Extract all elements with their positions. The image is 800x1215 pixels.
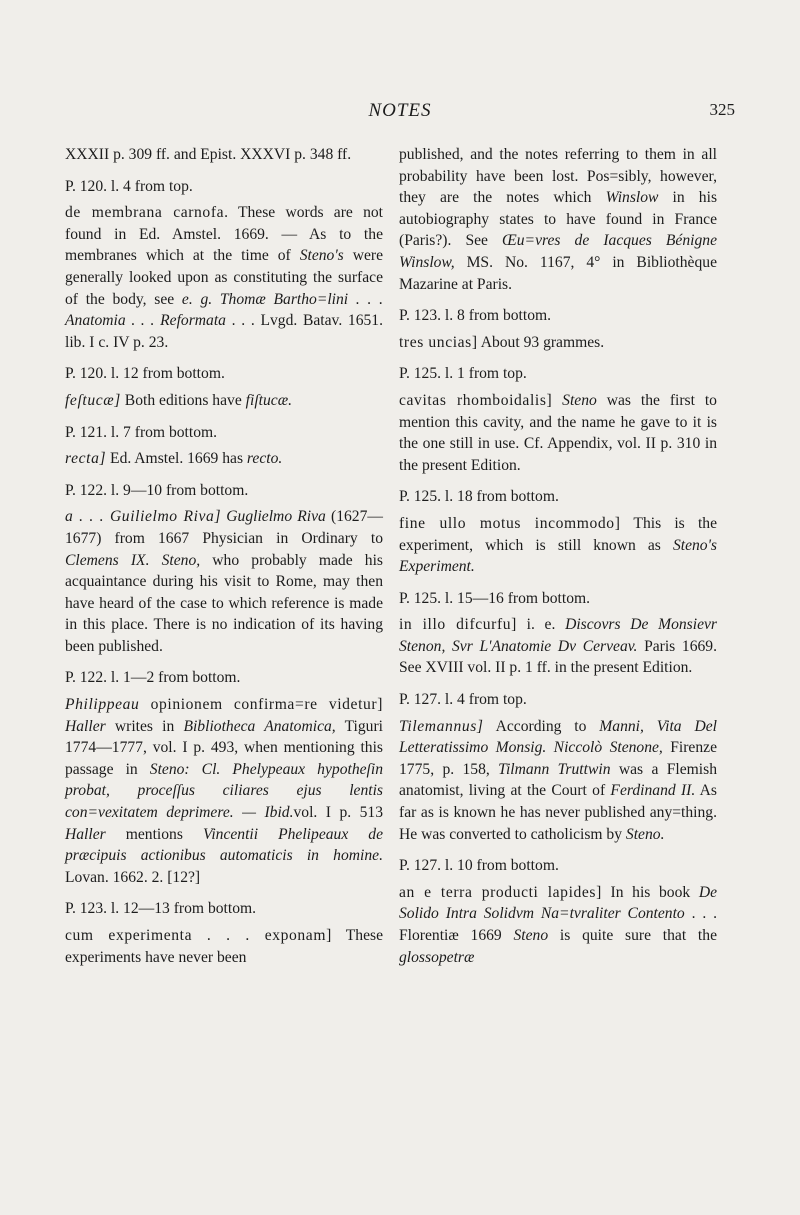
page-number: 325 <box>709 100 735 119</box>
lemma-italic: Philippeau <box>65 696 140 714</box>
note-location: P. 120. l. 4 from top. <box>65 177 193 195</box>
note-location: P. 122. l. 9—10 from bottom. <box>65 481 249 499</box>
note-text: were generally looked upon as constituting the surface of the body, see <box>65 247 383 308</box>
note-text: Both editions have <box>120 391 246 409</box>
note-text: is quite sure that the <box>548 927 717 944</box>
lemma: a . . . Guilielmo Riva] <box>65 508 222 526</box>
note-italic: Haller <box>65 825 106 843</box>
lemma: an e terra producti lapides] <box>399 883 602 901</box>
note-text: According to <box>483 717 600 735</box>
note-text: Ed. Amstel. 1669 has <box>106 450 247 468</box>
note-text: was the first to mention this cavity, and the name he gave to it is the one still in use. Cf. Appendix, vol. II p. 310 in the present Edition. <box>399 391 717 474</box>
note-body <box>65 694 383 888</box>
lemma: tres uncias] <box>399 333 478 351</box>
note-body <box>65 506 383 657</box>
note-italic: Clemens IX. Steno, <box>65 551 201 569</box>
note-italic: Steno's Experiment. <box>399 536 717 576</box>
note-text: who probably made his acquaintance during his visit to Rome, may then have heard of the case to which reference is made in this place. There is no indication of its having been published. <box>65 551 383 655</box>
lemma: in illo difcurfu] <box>399 616 517 634</box>
note-text: MS. No. 1167, 4° in Bibliothèque Mazarine at Paris. <box>399 253 717 293</box>
left-column <box>65 144 383 968</box>
note-italic: Steno's <box>299 247 344 265</box>
note-italic: Steno. <box>625 825 665 843</box>
note-italic: Steno <box>552 391 597 409</box>
lemma: de membrana carnofa <box>65 204 225 222</box>
note-location: P. 122. l. 1—2 from bottom. <box>65 669 241 687</box>
continued-note: XXXII p. 309 ff. and Epist. XXXVI p. 348 ff. <box>65 146 352 163</box>
note-location: P. 125. l. 15—16 from bottom. <box>399 589 591 607</box>
note-text: This is the experiment, which is still known as <box>399 514 717 554</box>
note-italic: Steno: Cl. Phelypeaux hypotheſin probat, proceſſus ciliares ejus lentis con=vexitatem deprimere. — Ibid. <box>65 760 383 822</box>
note-italic: Discovrs De Monsievr Stenon, Svr L'Anatomie Dv Cerveav. <box>399 616 717 655</box>
page-header <box>65 100 735 130</box>
running-title: NOTES <box>368 100 432 121</box>
lemma: cum experimenta . . . exponam] <box>65 927 332 944</box>
note-body <box>399 882 717 968</box>
note-italic: Vincentii Phelipeaux de præcipuis actionibus automaticis in homine. <box>65 825 383 865</box>
note-location: P. 125. l. 18 from bottom. <box>399 488 559 506</box>
note-body <box>65 202 383 353</box>
note-location: P. 121. l. 7 from bottom. <box>65 423 218 441</box>
lemma: Tilemannus] <box>399 717 484 735</box>
note-body <box>65 390 383 412</box>
note-body <box>65 925 383 968</box>
note-text: . These words are not found in Ed. Amstel. 1669. — As to the membranes which at the time of <box>65 204 383 265</box>
note-location: P. 123. l. 12—13 from bottom. <box>65 900 257 918</box>
note-italic: Ferdinand II. <box>610 782 696 800</box>
note-location: P. 127. l. 10 from bottom. <box>399 857 559 875</box>
note-body <box>399 332 717 354</box>
note-text: . . . Florentiæ 1669 <box>399 905 718 944</box>
note-text: As far as is known he has never published any=thing. He was converted to catholicism by <box>399 782 718 843</box>
note-italic: Œu=vres de Iacques Bénigne Winslow, <box>399 232 717 271</box>
note-italic: e. g. Thomæ Bartho=lini . . . Anatomia . . . Reformata <box>65 290 383 330</box>
note-text: writes in <box>105 717 184 735</box>
note-italic: Manni, Vita Del Letteratissimo Monsig. Niccolò Stenone, <box>399 717 717 757</box>
note-location: P. 123. l. 8 from bottom. <box>399 307 552 325</box>
note-text: vol. I p. 513 <box>293 804 383 822</box>
note-italic: recto. <box>246 450 283 468</box>
note-text: in his autobiography states to have found in France (Paris?). See <box>399 189 718 250</box>
note-italic: Steno <box>513 927 549 944</box>
note-italic: Guglielmo Riva <box>221 508 326 526</box>
right-column <box>399 144 717 968</box>
note-italic: De Solido Intra Solidvm Na=tvraliter Contento <box>399 883 717 923</box>
lemma: cavitas rhomboidalis] <box>399 391 553 409</box>
note-text: In his book <box>601 883 699 901</box>
note-italic: Winslow <box>605 189 659 207</box>
continued-note <box>399 144 717 295</box>
note-text: i. e. <box>516 616 566 634</box>
note-text: (1627—1677) from 1667 Physician in Ordinary to <box>65 508 383 547</box>
lemma: recta] <box>65 450 107 468</box>
note-text: was a Flemish anatomist, living at the Court of <box>399 760 717 800</box>
note-body <box>65 448 383 470</box>
note-text: published, and the notes referring to them in all probability have been lost. Pos=sibly, however, they are the notes which <box>399 146 717 207</box>
note-text: Tiguri 1774—1777, vol. I p. 493, when mentioning this passage in <box>65 717 383 778</box>
note-italic: glossopetræ <box>399 948 475 966</box>
note-text: Lovan. 1662. 2. [12?] <box>65 868 201 886</box>
lemma: fine ullo motus incommodo] <box>399 514 621 532</box>
note-italic: Tilmann Truttwin <box>498 760 611 778</box>
note-location: P. 127. l. 4 from top. <box>399 691 527 709</box>
note-location: P. 125. l. 1 from top. <box>399 365 527 383</box>
note-text: mentions <box>105 825 203 843</box>
note-text: . . . Lvgd. Batav. 1651. lib. I c. IV p. 23. <box>65 312 384 351</box>
note-italic: fiſtucæ. <box>245 391 293 409</box>
note-text: Paris 1669. See XVIII vol. II p. 1 ff. in the present Edition. <box>399 637 717 677</box>
note-text: About 93 grammes. <box>477 333 605 351</box>
lemma: feſtucæ] <box>65 391 121 409</box>
note-text: Firenze 1775, p. 158, <box>399 739 717 778</box>
note-body <box>399 614 717 679</box>
note-body <box>399 390 717 476</box>
note-text: These experiments have never been <box>65 927 383 966</box>
lemma: opinionem confirma=re videtur] <box>139 696 383 714</box>
note-italic: Bibliotheca Anatomica, <box>183 717 336 735</box>
note-body <box>399 513 717 578</box>
note-italic: Haller <box>65 717 106 735</box>
note-location: P. 120. l. 12 from bottom. <box>65 365 225 383</box>
note-body <box>399 716 717 846</box>
